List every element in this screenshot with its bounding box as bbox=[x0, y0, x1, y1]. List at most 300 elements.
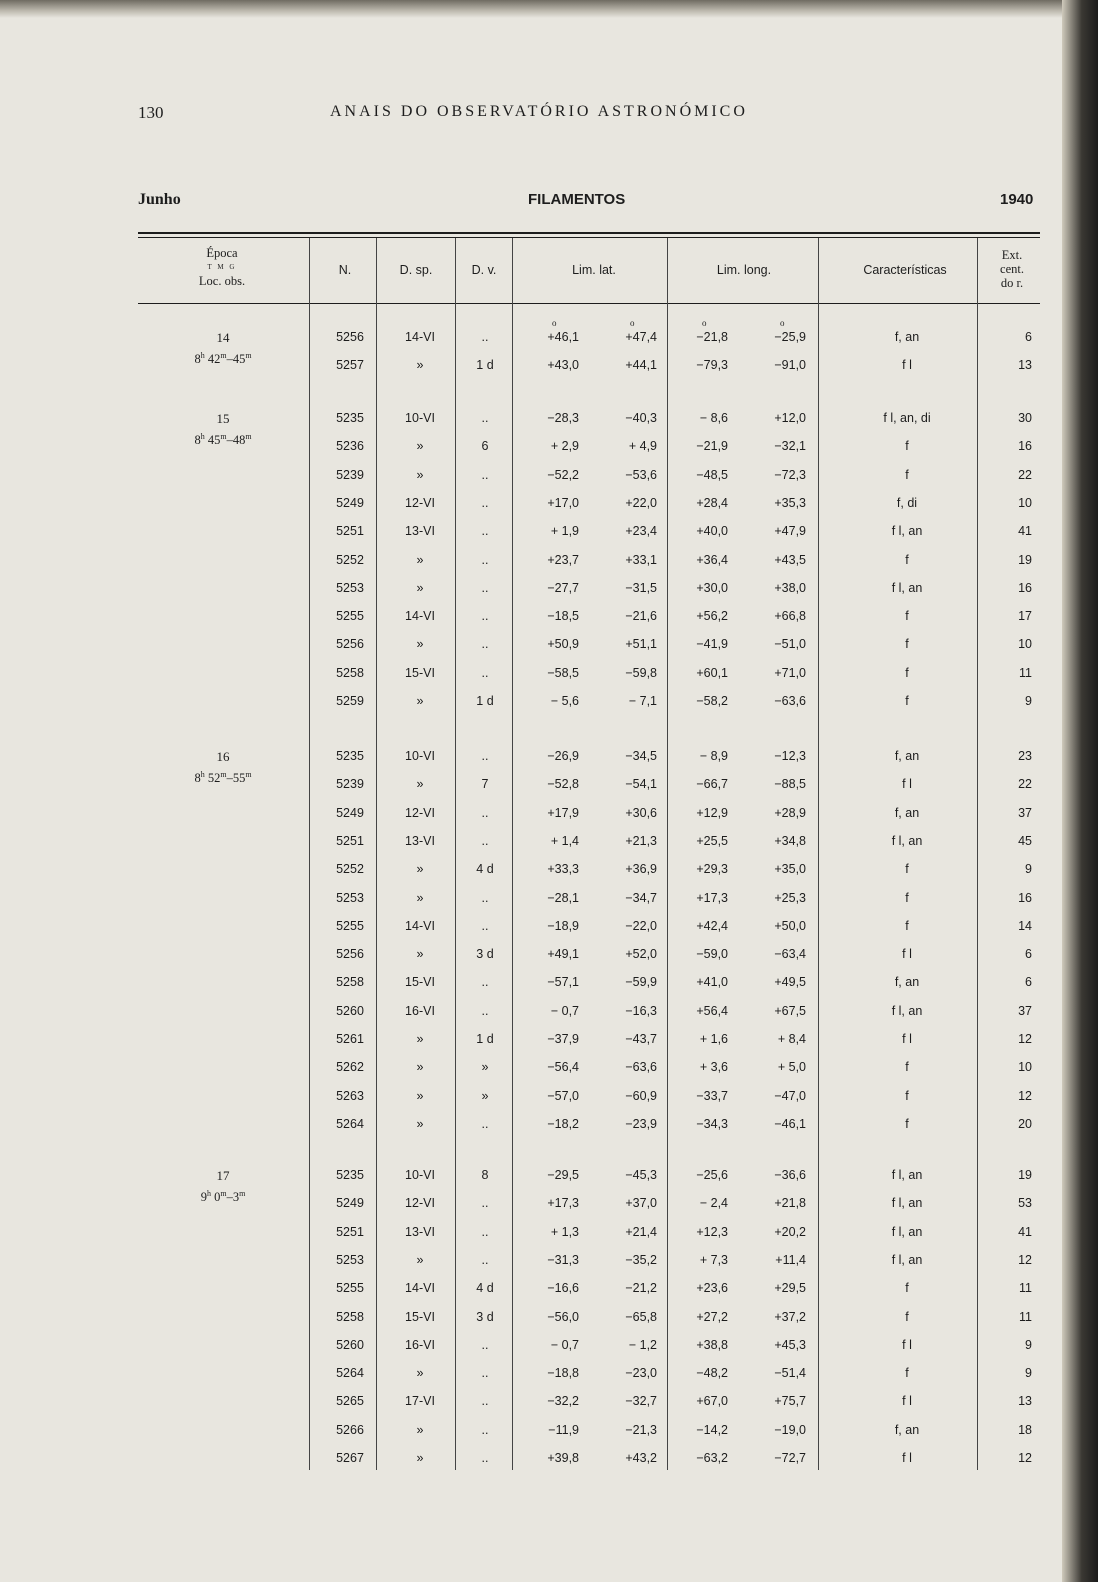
cell-lat-start: −31,3 bbox=[547, 1253, 579, 1267]
cell-extent: 41 bbox=[1018, 1225, 1032, 1239]
cell-lat-end: −23,9 bbox=[625, 1117, 657, 1131]
cell-lat-start: +23,7 bbox=[547, 553, 579, 567]
cell-extent: 37 bbox=[1018, 806, 1032, 820]
cell-long-end: +21,8 bbox=[774, 1196, 806, 1210]
epoch-time-value: 42 bbox=[207, 352, 221, 367]
cell-long-end: +75,7 bbox=[774, 1394, 806, 1408]
cell-lat-end: +21,3 bbox=[625, 834, 657, 848]
epoch-time-value: 0 bbox=[214, 1190, 221, 1205]
epoch-time-unit: – bbox=[226, 771, 233, 786]
epoch-time-unit: m bbox=[245, 351, 252, 360]
cell-long-start: − 8,9 bbox=[699, 749, 728, 763]
cell-long-start: −21,9 bbox=[696, 439, 728, 453]
cell-extent: 13 bbox=[1018, 1394, 1032, 1408]
cell-characteristics: f bbox=[905, 891, 909, 905]
cell-number: 5262 bbox=[336, 1060, 364, 1074]
cell-long-start: +38,8 bbox=[696, 1338, 728, 1352]
cell-extent: 12 bbox=[1018, 1089, 1032, 1103]
cell-days-visible: .. bbox=[481, 1338, 489, 1352]
cell-date-spotted: 14-VI bbox=[405, 330, 435, 344]
cell-long-end: −47,0 bbox=[774, 1089, 806, 1103]
cell-long-end: +67,5 bbox=[774, 1004, 806, 1018]
epoch-time-unit: h bbox=[200, 770, 205, 779]
cell-lat-start: −11,9 bbox=[548, 1423, 579, 1437]
cell-date-spotted: » bbox=[416, 891, 424, 905]
cell-characteristics: f l bbox=[902, 1394, 912, 1408]
cell-days-visible: .. bbox=[481, 1366, 489, 1380]
cell-extent: 16 bbox=[1018, 891, 1032, 905]
cell-extent: 16 bbox=[1018, 581, 1032, 595]
cell-date-spotted: » bbox=[416, 439, 424, 453]
cell-lat-start: −18,2 bbox=[547, 1117, 579, 1131]
cell-long-end: +50,0 bbox=[774, 919, 806, 933]
cell-long-start: +29,3 bbox=[696, 862, 728, 876]
cell-lat-start: + 1,3 bbox=[550, 1225, 579, 1239]
cell-number: 5258 bbox=[336, 666, 364, 680]
cell-characteristics: f l, an, di bbox=[883, 411, 931, 425]
cell-days-visible: .. bbox=[481, 609, 489, 623]
cell-number: 5260 bbox=[336, 1338, 364, 1352]
cell-extent: 19 bbox=[1018, 1168, 1032, 1182]
cell-extent: 53 bbox=[1018, 1196, 1032, 1210]
cell-lat-end: −21,6 bbox=[625, 609, 657, 623]
cell-long-end: +28,9 bbox=[774, 806, 806, 820]
cell-days-visible: 3 d bbox=[476, 1310, 494, 1324]
cell-long-end: −51,4 bbox=[774, 1366, 806, 1380]
cell-date-spotted: 17-VI bbox=[405, 1394, 435, 1408]
cell-days-visible: .. bbox=[481, 749, 489, 763]
cell-extent: 11 bbox=[1019, 1310, 1032, 1324]
cell-long-start: +60,1 bbox=[696, 666, 728, 680]
epoch-day: 17 bbox=[216, 1168, 230, 1183]
cell-number: 5264 bbox=[336, 1366, 364, 1380]
cell-long-end: +20,2 bbox=[774, 1225, 806, 1239]
cell-days-visible: .. bbox=[481, 975, 489, 989]
cell-number: 5266 bbox=[336, 1423, 364, 1437]
cell-long-start: +12,3 bbox=[696, 1225, 728, 1239]
cell-number: 5251 bbox=[336, 524, 364, 538]
cell-date-spotted: » bbox=[416, 862, 424, 876]
cell-number: 5249 bbox=[336, 806, 364, 820]
epoch-time-unit: h bbox=[206, 1189, 211, 1198]
epoch-time-value: 9 bbox=[200, 1190, 207, 1205]
cell-long-start: − 2,4 bbox=[699, 1196, 728, 1210]
cell-long-end: + 8,4 bbox=[777, 1032, 806, 1046]
cell-long-start: −79,3 bbox=[696, 358, 728, 372]
cell-characteristics: f, an bbox=[894, 975, 920, 989]
cell-long-end: −25,9 bbox=[774, 330, 806, 344]
cell-extent: 11 bbox=[1019, 1281, 1032, 1295]
top-rule-thin bbox=[138, 237, 1040, 238]
cell-days-visible: .. bbox=[481, 496, 489, 510]
cell-lat-end: −40,3 bbox=[625, 411, 657, 425]
cell-number: 5256 bbox=[336, 947, 364, 961]
cell-long-start: −34,3 bbox=[696, 1117, 728, 1131]
cell-long-start: −66,7 bbox=[696, 777, 728, 791]
page-number: 130 bbox=[138, 103, 164, 122]
cell-lat-start: + 1,4 bbox=[550, 834, 579, 848]
degree-mark: o bbox=[552, 318, 557, 328]
cell-long-end: +38,0 bbox=[774, 581, 806, 595]
cell-number: 5259 bbox=[336, 694, 364, 708]
cell-lat-start: −52,2 bbox=[547, 468, 579, 482]
cell-characteristics: f bbox=[905, 553, 909, 567]
cell-extent: 17 bbox=[1018, 609, 1032, 623]
cell-date-spotted: » bbox=[416, 1253, 424, 1267]
cell-long-start: −58,2 bbox=[696, 694, 728, 708]
cell-lat-end: −32,7 bbox=[625, 1394, 657, 1408]
cell-lat-start: − 0,7 bbox=[550, 1004, 579, 1018]
cell-long-end: −63,6 bbox=[774, 694, 806, 708]
cell-lat-start: −26,9 bbox=[547, 749, 579, 763]
cell-long-end: +45,3 bbox=[774, 1338, 806, 1352]
cell-extent: 9 bbox=[1025, 862, 1032, 876]
cell-days-visible: .. bbox=[481, 1196, 489, 1210]
cell-extent: 12 bbox=[1018, 1253, 1032, 1267]
header-tmg-label: T M G bbox=[207, 263, 237, 271]
cell-date-spotted: » bbox=[416, 1423, 424, 1437]
cell-days-visible: .. bbox=[481, 1253, 489, 1267]
cell-lat-end: +21,4 bbox=[625, 1225, 657, 1239]
cell-date-spotted: 14-VI bbox=[405, 609, 435, 623]
cell-long-end: +47,9 bbox=[774, 524, 806, 538]
cell-date-spotted: » bbox=[416, 553, 424, 567]
cell-lat-end: − 7,1 bbox=[628, 694, 657, 708]
cell-lat-end: −16,3 bbox=[625, 1004, 657, 1018]
cell-long-start: + 7,3 bbox=[699, 1253, 728, 1267]
cell-lat-end: −21,2 bbox=[625, 1281, 657, 1295]
cell-date-spotted: » bbox=[416, 1089, 424, 1103]
cell-days-visible: 4 d bbox=[476, 1281, 494, 1295]
cell-lat-end: − 1,2 bbox=[628, 1338, 657, 1352]
cell-days-visible: .. bbox=[481, 1394, 489, 1408]
cell-long-start: +42,4 bbox=[696, 919, 728, 933]
cell-number: 5235 bbox=[336, 411, 364, 425]
cell-characteristics: f, an bbox=[894, 1423, 920, 1437]
cell-long-end: −32,1 bbox=[774, 439, 806, 453]
cell-date-spotted: » bbox=[416, 694, 424, 708]
cell-lat-start: +17,0 bbox=[547, 496, 579, 510]
epoch-time-value: 8 bbox=[194, 771, 201, 786]
cell-lat-start: +50,9 bbox=[547, 637, 579, 651]
cell-characteristics: f bbox=[905, 694, 909, 708]
epoch-time-unit: m bbox=[220, 432, 227, 441]
cell-date-spotted: 13-VI bbox=[405, 1225, 435, 1239]
cell-characteristics: f bbox=[905, 1366, 909, 1380]
cell-lat-end: +23,4 bbox=[625, 524, 657, 538]
cell-long-end: −46,1 bbox=[774, 1117, 806, 1131]
cell-days-visible: .. bbox=[481, 581, 489, 595]
cell-long-start: + 3,6 bbox=[699, 1060, 728, 1074]
cell-lat-start: −18,9 bbox=[547, 919, 579, 933]
column-divider bbox=[455, 238, 456, 1470]
page-top-shadow bbox=[0, 0, 1062, 18]
cell-characteristics: f l, an bbox=[891, 1168, 923, 1182]
cell-extent: 13 bbox=[1018, 358, 1032, 372]
column-divider bbox=[376, 238, 377, 1470]
cell-lat-end: −22,0 bbox=[625, 919, 657, 933]
cell-long-start: +27,2 bbox=[696, 1310, 728, 1324]
cell-long-end: +34,8 bbox=[774, 834, 806, 848]
cell-days-visible: » bbox=[481, 1089, 489, 1103]
cell-long-start: +56,4 bbox=[696, 1004, 728, 1018]
cell-date-spotted: 14-VI bbox=[405, 1281, 435, 1295]
cell-number: 5258 bbox=[336, 975, 364, 989]
epoch-day: 15 bbox=[216, 411, 230, 426]
epoch-time-unit: m bbox=[245, 432, 252, 441]
cell-date-spotted: » bbox=[416, 581, 424, 595]
epoch-time-unit: – bbox=[226, 433, 233, 448]
cell-characteristics: f l bbox=[902, 1032, 912, 1046]
cell-number: 5255 bbox=[336, 609, 364, 623]
cell-long-start: −59,0 bbox=[696, 947, 728, 961]
cell-date-spotted: 16-VI bbox=[405, 1338, 435, 1352]
cell-days-visible: .. bbox=[481, 553, 489, 567]
cell-characteristics: f l, an bbox=[891, 524, 923, 538]
cell-number: 5236 bbox=[336, 439, 364, 453]
cell-days-visible: .. bbox=[481, 1225, 489, 1239]
cell-lat-end: −63,6 bbox=[625, 1060, 657, 1074]
cell-long-end: +66,8 bbox=[774, 609, 806, 623]
cell-days-visible: .. bbox=[481, 891, 489, 905]
cell-long-start: −33,7 bbox=[696, 1089, 728, 1103]
cell-number: 5267 bbox=[336, 1451, 364, 1465]
cell-lat-start: − 5,6 bbox=[550, 694, 579, 708]
cell-lat-start: + 1,9 bbox=[550, 524, 579, 538]
cell-lat-end: +47,4 bbox=[625, 330, 657, 344]
cell-characteristics: f l bbox=[902, 947, 912, 961]
cell-long-end: −72,3 bbox=[774, 468, 806, 482]
cell-long-start: +56,2 bbox=[696, 609, 728, 623]
cell-date-spotted: 10-VI bbox=[405, 749, 435, 763]
cell-characteristics: f, an bbox=[894, 806, 920, 820]
cell-long-start: −48,5 bbox=[696, 468, 728, 482]
cell-lat-start: −27,7 bbox=[547, 581, 579, 595]
cell-extent: 16 bbox=[1018, 439, 1032, 453]
cell-long-end: −51,0 bbox=[774, 637, 806, 651]
epoch-time-value: 55 bbox=[232, 771, 246, 786]
cell-long-start: +17,3 bbox=[696, 891, 728, 905]
cell-lat-end: + 4,9 bbox=[628, 439, 657, 453]
epoch-time-value: 45 bbox=[232, 352, 246, 367]
cell-long-end: +25,3 bbox=[774, 891, 806, 905]
cell-long-start: − 8,6 bbox=[699, 411, 728, 425]
cell-number: 5249 bbox=[336, 496, 364, 510]
cell-date-spotted: » bbox=[416, 468, 424, 482]
cell-date-spotted: » bbox=[416, 1451, 424, 1465]
cell-lat-end: −35,2 bbox=[625, 1253, 657, 1267]
cell-days-visible: .. bbox=[481, 637, 489, 651]
cell-days-visible: 8 bbox=[481, 1168, 489, 1182]
cell-extent: 12 bbox=[1018, 1032, 1032, 1046]
cell-number: 5260 bbox=[336, 1004, 364, 1018]
cell-date-spotted: » bbox=[416, 1366, 424, 1380]
cell-lat-end: −45,3 bbox=[625, 1168, 657, 1182]
cell-lat-start: −28,1 bbox=[547, 891, 579, 905]
cell-lat-start: +49,1 bbox=[547, 947, 579, 961]
cell-lat-start: +17,3 bbox=[547, 1196, 579, 1210]
header-caracteristicas: Características bbox=[863, 263, 947, 277]
degree-mark: o bbox=[780, 318, 785, 328]
cell-lat-start: −32,2 bbox=[547, 1394, 579, 1408]
cell-lat-start: +39,8 bbox=[547, 1451, 579, 1465]
cell-lat-end: +22,0 bbox=[625, 496, 657, 510]
cell-number: 5253 bbox=[336, 1253, 364, 1267]
cell-lat-end: −31,5 bbox=[625, 581, 657, 595]
cell-number: 5256 bbox=[336, 330, 364, 344]
cell-lat-end: +44,1 bbox=[625, 358, 657, 372]
cell-lat-end: −43,7 bbox=[625, 1032, 657, 1046]
epoch-day: 16 bbox=[216, 749, 230, 764]
cell-lat-start: −57,0 bbox=[547, 1089, 579, 1103]
cell-lat-start: −58,5 bbox=[547, 666, 579, 680]
cell-number: 5239 bbox=[336, 777, 364, 791]
cell-number: 5261 bbox=[336, 1032, 364, 1046]
cell-date-spotted: » bbox=[416, 947, 424, 961]
cell-days-visible: 4 d bbox=[476, 862, 494, 876]
cell-lat-end: −65,8 bbox=[625, 1310, 657, 1324]
epoch-time-unit: h bbox=[200, 432, 205, 441]
cell-days-visible: .. bbox=[481, 330, 489, 344]
cell-date-spotted: 12-VI bbox=[405, 1196, 435, 1210]
cell-lat-start: −18,8 bbox=[547, 1366, 579, 1380]
cell-date-spotted: 15-VI bbox=[405, 1310, 435, 1324]
cell-long-end: −12,3 bbox=[774, 749, 806, 763]
cell-number: 5255 bbox=[336, 1281, 364, 1295]
cell-characteristics: f bbox=[905, 862, 909, 876]
epoch-time bbox=[180, 351, 266, 367]
epoch-time-value: 3 bbox=[232, 1190, 240, 1205]
cell-extent: 18 bbox=[1018, 1423, 1032, 1437]
cell-long-start: +41,0 bbox=[696, 975, 728, 989]
cell-number: 5249 bbox=[336, 1196, 364, 1210]
cell-number: 5235 bbox=[336, 1168, 364, 1182]
cell-lat-end: +33,1 bbox=[625, 553, 657, 567]
cell-extent: 9 bbox=[1025, 694, 1032, 708]
cell-characteristics: f l, an bbox=[891, 581, 923, 595]
cell-long-start: −48,2 bbox=[696, 1366, 728, 1380]
cell-long-end: +35,0 bbox=[774, 862, 806, 876]
cell-date-spotted: » bbox=[416, 1117, 424, 1131]
cell-days-visible: .. bbox=[481, 468, 489, 482]
epoch-time-unit: – bbox=[226, 1190, 233, 1205]
cell-characteristics: f l, an bbox=[891, 1225, 923, 1239]
cell-lat-start: −37,9 bbox=[547, 1032, 579, 1046]
cell-lat-end: +51,1 bbox=[625, 637, 657, 651]
cell-characteristics: f bbox=[905, 666, 909, 680]
header-lim-lat: Lim. lat. bbox=[572, 263, 616, 277]
cell-lat-start: + 2,9 bbox=[550, 439, 579, 453]
cell-long-end: −19,0 bbox=[774, 1423, 806, 1437]
top-rule bbox=[138, 232, 1040, 234]
cell-number: 5251 bbox=[336, 1225, 364, 1239]
cell-long-end: +29,5 bbox=[774, 1281, 806, 1295]
cell-days-visible: 1 d bbox=[476, 1032, 494, 1046]
cell-number: 5251 bbox=[336, 834, 364, 848]
cell-long-end: +35,3 bbox=[774, 496, 806, 510]
table-year: 1940 bbox=[1000, 191, 1034, 208]
cell-extent: 10 bbox=[1018, 496, 1032, 510]
cell-days-visible: .. bbox=[481, 1004, 489, 1018]
cell-long-start: −21,8 bbox=[696, 330, 728, 344]
cell-lat-start: −18,5 bbox=[547, 609, 579, 623]
cell-extent: 37 bbox=[1018, 1004, 1032, 1018]
cell-long-start: +40,0 bbox=[696, 524, 728, 538]
cell-days-visible: .. bbox=[481, 666, 489, 680]
cell-lat-start: − 0,7 bbox=[550, 1338, 579, 1352]
table-month: Junho bbox=[138, 191, 181, 208]
cell-characteristics: f l, an bbox=[891, 834, 923, 848]
epoch-time-value: 8 bbox=[194, 433, 201, 448]
header-d-v: D. v. bbox=[471, 263, 497, 277]
cell-characteristics: f bbox=[905, 1089, 909, 1103]
cell-lat-end: +30,6 bbox=[625, 806, 657, 820]
cell-characteristics: f bbox=[905, 1310, 909, 1324]
cell-long-end: +12,0 bbox=[774, 411, 806, 425]
cell-number: 5252 bbox=[336, 553, 364, 567]
cell-days-visible: .. bbox=[481, 919, 489, 933]
cell-number: 5257 bbox=[336, 358, 364, 372]
cell-extent: 12 bbox=[1018, 1451, 1032, 1465]
epoch-time-value: 8 bbox=[194, 352, 201, 367]
cell-number: 5264 bbox=[336, 1117, 364, 1131]
cell-long-start: +28,4 bbox=[696, 496, 728, 510]
cell-lat-start: +43,0 bbox=[547, 358, 579, 372]
cell-extent: 22 bbox=[1018, 468, 1032, 482]
cell-lat-end: −53,6 bbox=[625, 468, 657, 482]
cell-lat-end: −59,8 bbox=[625, 666, 657, 680]
cell-date-spotted: 12-VI bbox=[405, 806, 435, 820]
cell-number: 5265 bbox=[336, 1394, 364, 1408]
cell-date-spotted: » bbox=[416, 358, 424, 372]
cell-characteristics: f bbox=[905, 637, 909, 651]
cell-lat-end: −23,0 bbox=[625, 1366, 657, 1380]
header-ext-line1: Ext. bbox=[1001, 248, 1023, 262]
cell-extent: 19 bbox=[1018, 553, 1032, 567]
cell-extent: 10 bbox=[1018, 637, 1032, 651]
cell-extent: 6 bbox=[1025, 947, 1032, 961]
cell-characteristics: f bbox=[905, 1060, 909, 1074]
cell-lat-start: −16,6 bbox=[547, 1281, 579, 1295]
cell-extent: 10 bbox=[1018, 1060, 1032, 1074]
cell-characteristics: f l bbox=[902, 1451, 912, 1465]
cell-long-start: +12,9 bbox=[696, 806, 728, 820]
cell-long-end: +71,0 bbox=[774, 666, 806, 680]
cell-long-end: +43,5 bbox=[774, 553, 806, 567]
cell-number: 5252 bbox=[336, 862, 364, 876]
cell-lat-end: −59,9 bbox=[625, 975, 657, 989]
cell-characteristics: f bbox=[905, 609, 909, 623]
cell-days-visible: .. bbox=[481, 1117, 489, 1131]
cell-lat-end: +37,0 bbox=[625, 1196, 657, 1210]
epoch-time-value: 52 bbox=[207, 771, 221, 786]
header-ext bbox=[988, 248, 1036, 290]
cell-days-visible: 1 d bbox=[476, 694, 494, 708]
cell-long-start: +23,6 bbox=[696, 1281, 728, 1295]
epoch-time-unit: m bbox=[239, 1189, 246, 1198]
header-epoca-label: Época bbox=[206, 246, 238, 260]
cell-number: 5239 bbox=[336, 468, 364, 482]
cell-characteristics: f, an bbox=[894, 749, 920, 763]
cell-days-visible: .. bbox=[481, 834, 489, 848]
cell-date-spotted: 13-VI bbox=[405, 834, 435, 848]
page-binding-edge bbox=[1062, 0, 1098, 1582]
epoch-time bbox=[180, 432, 266, 448]
epoch-time-value: 45 bbox=[207, 433, 221, 448]
cell-lat-start: −56,4 bbox=[547, 1060, 579, 1074]
cell-days-visible: 6 bbox=[481, 439, 489, 453]
cell-long-end: + 5,0 bbox=[777, 1060, 806, 1074]
